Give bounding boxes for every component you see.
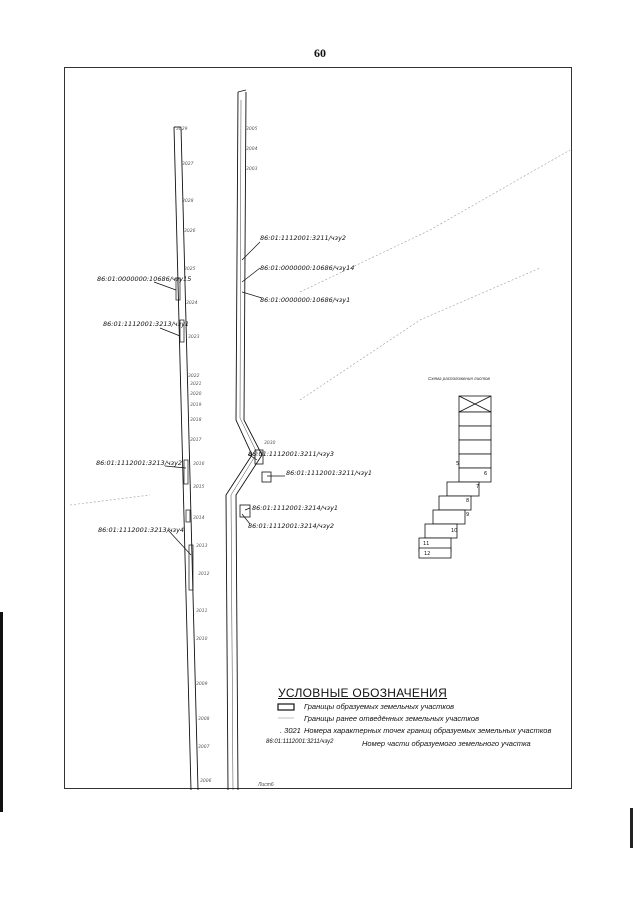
point-number: 3013 (196, 544, 208, 549)
point-number: 3006 (200, 779, 212, 784)
scan-edge-artifact (0, 612, 3, 812)
parcel-label-3213-4: 86:01:1112001:3213/чзу4 (98, 526, 185, 534)
parcel-label-3211-3: 86:01:1112001:3211/чзу3 (248, 450, 335, 458)
point-number: 3024 (186, 301, 198, 306)
sheet-corner-mark: Лист6 (258, 782, 274, 788)
legend-title: УСЛОВНЫЕ ОБОЗНАЧЕНИЯ (278, 686, 448, 700)
point-number: 3014 (193, 516, 205, 521)
point-number: 3012 (198, 572, 210, 577)
right-corridor (226, 90, 262, 790)
sheet-number: 6 (484, 471, 488, 477)
point-number: 3017 (190, 438, 202, 443)
scheme-title: Схема расположения листов (428, 376, 490, 381)
legend-item-parcel-part: Номер части образуемого земельного участка (362, 739, 531, 748)
scan-edge-artifact (630, 808, 633, 848)
point-number: 3003 (246, 167, 258, 172)
point-number: 3020 (190, 392, 202, 397)
point-number: 3026 (184, 229, 196, 234)
point-number: 3018 (190, 418, 202, 423)
legend-item-new-parcels: Границы образуемых земельных участков (304, 702, 455, 711)
parcel-label-3211-1: 86:01:1112001:3211/чзу1 (286, 469, 373, 477)
point-number: 3025 (184, 267, 196, 272)
legend-item-old-parcels: Границы ранее отведённых земельных участков (304, 714, 479, 723)
legend-item-point-numbers: Номера характерных точек границ образуемых земельных участков (304, 726, 552, 735)
point-number: 3009 (196, 682, 208, 687)
parcel-label-3211-2: 86:01:1112001:3211/чзу2 (260, 234, 347, 242)
point-number: 3015 (193, 485, 205, 490)
parcel-label-3213-2: 86:01:1112001:3213/чзу2 (96, 459, 183, 467)
legend-sample-parcel-part: 86:01:1112001:3211/чзу2 (266, 739, 334, 745)
point-number: 3023 (188, 335, 200, 340)
point-number: 3028 (182, 199, 194, 204)
sheet-number: 8 (466, 498, 470, 504)
point-number: 3011 (196, 609, 208, 614)
parcel-label-10686-14: 86:01:0000000:10686/чзу14 (260, 264, 355, 272)
point-number: 3030 (264, 441, 276, 446)
point-number: 3016 (193, 462, 205, 467)
parcel-label-10686-1: 86:01:0000000:10686/чзу1 (260, 296, 351, 304)
page-number: 60 (314, 46, 326, 60)
parcel-label-3213-1: 86:01:1112001:3213/чзу1 (103, 320, 190, 328)
sheet-number: 10 (451, 528, 458, 534)
sheet-number: 9 (466, 512, 470, 518)
point-number: 3019 (190, 403, 202, 408)
point-number: 3004 (246, 147, 258, 152)
sheet-number: 11 (423, 541, 430, 547)
point-number: 3021 (190, 382, 202, 387)
parcel-label-10686-15: 86:01:0000000:10686/чзу15 (97, 275, 192, 283)
point-number: 3007 (198, 745, 210, 750)
point-number: 3008 (198, 717, 210, 722)
legend-swatch-new-parcel (278, 704, 294, 710)
point-number: 3010 (196, 637, 208, 642)
sheet-number: 7 (476, 484, 480, 490)
point-number: 3027 (182, 162, 194, 167)
point-number: 3022 (188, 374, 200, 379)
parcel-label-3214-2: 86:01:1112001:3214/чзу2 (248, 522, 335, 530)
point-number: 3029 (176, 127, 188, 132)
sheet-number: 12 (424, 551, 431, 557)
point-number: 3005 (246, 127, 258, 132)
legend-sample-point: . 3021 (280, 726, 301, 735)
sheet-number: 5 (456, 461, 460, 467)
parcel-label-3214-1: 86:01:1112001:3214/чзу1 (252, 504, 339, 512)
